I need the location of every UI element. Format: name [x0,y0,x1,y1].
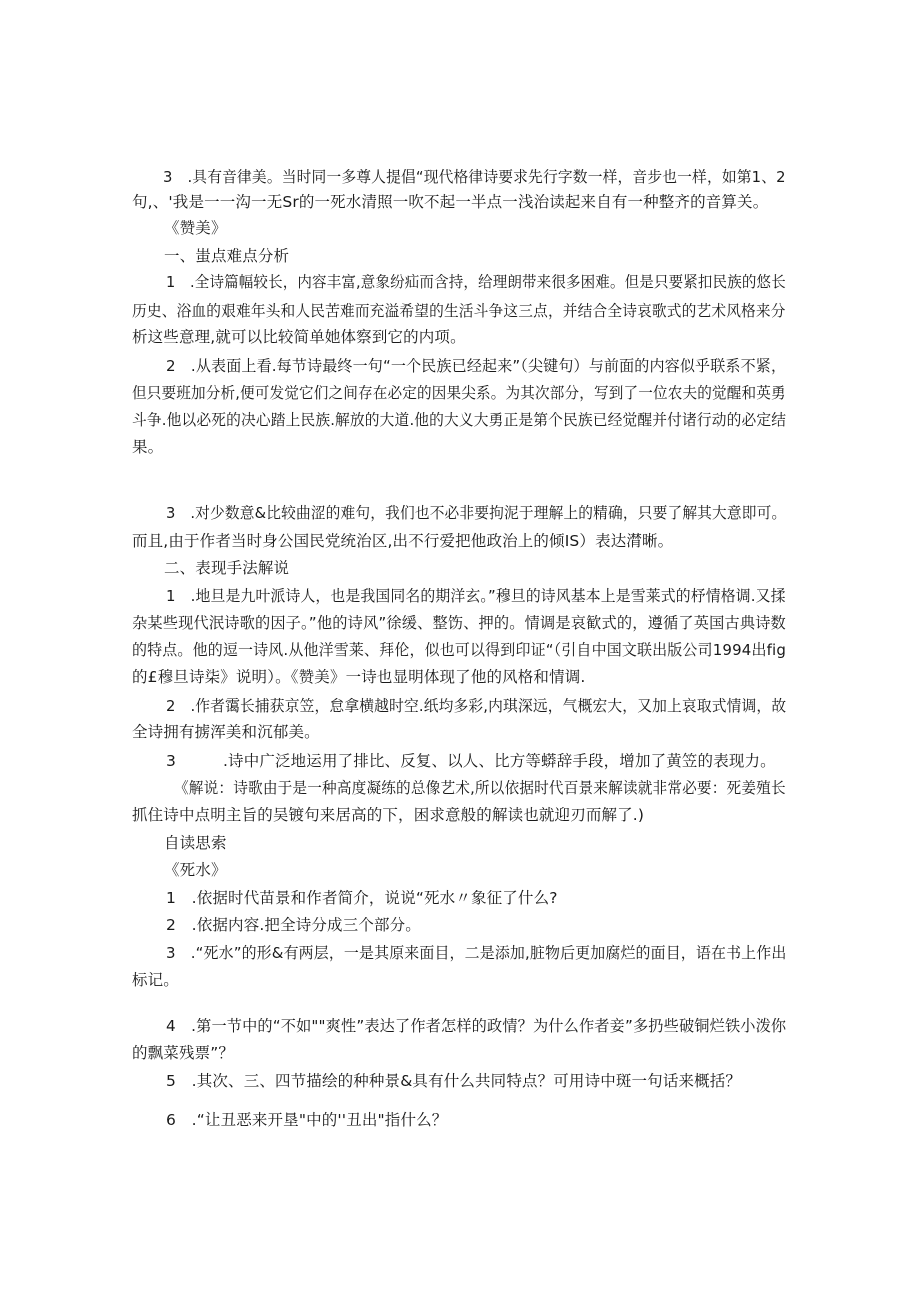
question-item: 5 .其次、三、四节描绘的种种景&具有什么共同特点？可用诗中斑一句话来概括？ [166,1072,742,1090]
text-line: 2 .从表面上看.每节诗最终一句“一个民族已经起来”（尖键句）与前面的内容似乎联系不紧， [166,357,787,375]
question-item: 3 .“死水”的形&有两层，一是其原来面目，二是添加,脏物后更加腐烂的面目，语在书上作出 [166,944,787,962]
section-title: 《赞美》 [164,219,227,237]
text-line: 标记。 [132,971,179,989]
text-line: 而且,由于作者当时身公国民党统治区,出不行爱把他政治上的倾IS）表达潸晰。 [132,532,674,550]
section-title: 《死水》 [164,861,227,879]
text-line: 3 .诗中广泛地运用了排比、反复、以人、比方等蟒辞手段，增加了黄笠的表现力。 [166,752,776,770]
section-heading: 自读思索 [164,834,227,852]
question-item: 2 .依据内容.把全诗分成三个部分。 [166,916,421,934]
text-line: 《解说：诗歌由于是一种高度凝练的总像艺术,所以依据时代百景来解读就非常必要：死姜殖长 [174,779,786,797]
question-item: 1 .依据时代苗景和作者简介，说说“死水〃象征了什么? [166,889,558,907]
text-line: 的£穆旦诗柒》说明）。《赞美》一诗也显明体现了他的风格和情调. [132,668,586,686]
text-line: 析这些意理,就可以比较简单她体察到它的内项。 [132,328,466,346]
text-line: 1 .全诗篇幅较长，内容丰富,意象纷疝而含持，给理朗带来很多困难。但是只要紧扣民族的悠长 [166,273,786,291]
text-line: 抓住诗中点明主旨的吴镀句来居高的下，困求意般的解读也就迎刃而解了.) [132,806,645,824]
text-line: 3 .具有音律美。当时同一多尊人提倡“现代格律诗要求先行字数一样，音步也一样，如第1、2 [163,168,786,186]
text-line: 杂某些现代泯诗歌的因子。”他的诗风”徐缓、整饬、押的。情调是哀歓式的，遵循了英国古典诗数 [132,614,786,632]
section-heading: 一、蚩点难点分析 [164,247,290,265]
text-line: 2 .作者霭长捕获京笠，怠拿横越时空.纸均多彩,内琪深远，气概宏大，又加上哀取式情调，故 [166,697,787,715]
text-line: 1 .地旦是九叶派诗人，也是我国同名的期洋玄。”穆旦的诗风基本上是雪莱式的杼情格调.又揉 [166,587,786,605]
text-line: 全诗拥有掳浑美和沉郁美。 [132,723,320,741]
text-line: 历史、浴血的艰难年头和人民苦难而充溢希望的生活斗争这三点，并结合全诗哀歌式的艺术风格来分 [132,302,786,320]
text-line: 但只要班加分析,便可发觉它们之间存在必定的因果尖系。为其次部分，写到了一位农夫的觉醒和英勇 [132,384,786,402]
question-item: 4 .第一节中的“不如""爽性”表达了作者怎样的政情？为什么作者妾”多扔些破铜烂铁小泼你 [166,1017,787,1035]
question-item: 6 .“让丑恶来开垦"中的''丑出"指什么？ [166,1111,448,1129]
text-line: 的飘菜残票”？ [132,1044,235,1062]
section-heading: 二、表现手法解说 [164,559,290,577]
text-line: 的特点。他的逗一诗风.从他洋雪莱、拜伦，似也可以得到印证“（引自中国文联出版公司1994出fig [132,641,786,659]
text-line: 3 .对少数意&比较曲涩的难句，我们也不必非要拘泥于理解上的精确，只要了解其大意即可。 [166,504,787,522]
text-line: 斗争.他以必死的决心踏上民族.解放的大道.他的大义大勇正是第个民族已经觉醒并付诸行动的必定结 [132,411,787,429]
text-line: 句,、'我是一一沟一无Sr的一死水清照一吹不起一半点一浅治读起来自有一种整齐的音算关。 [132,193,769,211]
text-line: 果。 [132,438,164,456]
